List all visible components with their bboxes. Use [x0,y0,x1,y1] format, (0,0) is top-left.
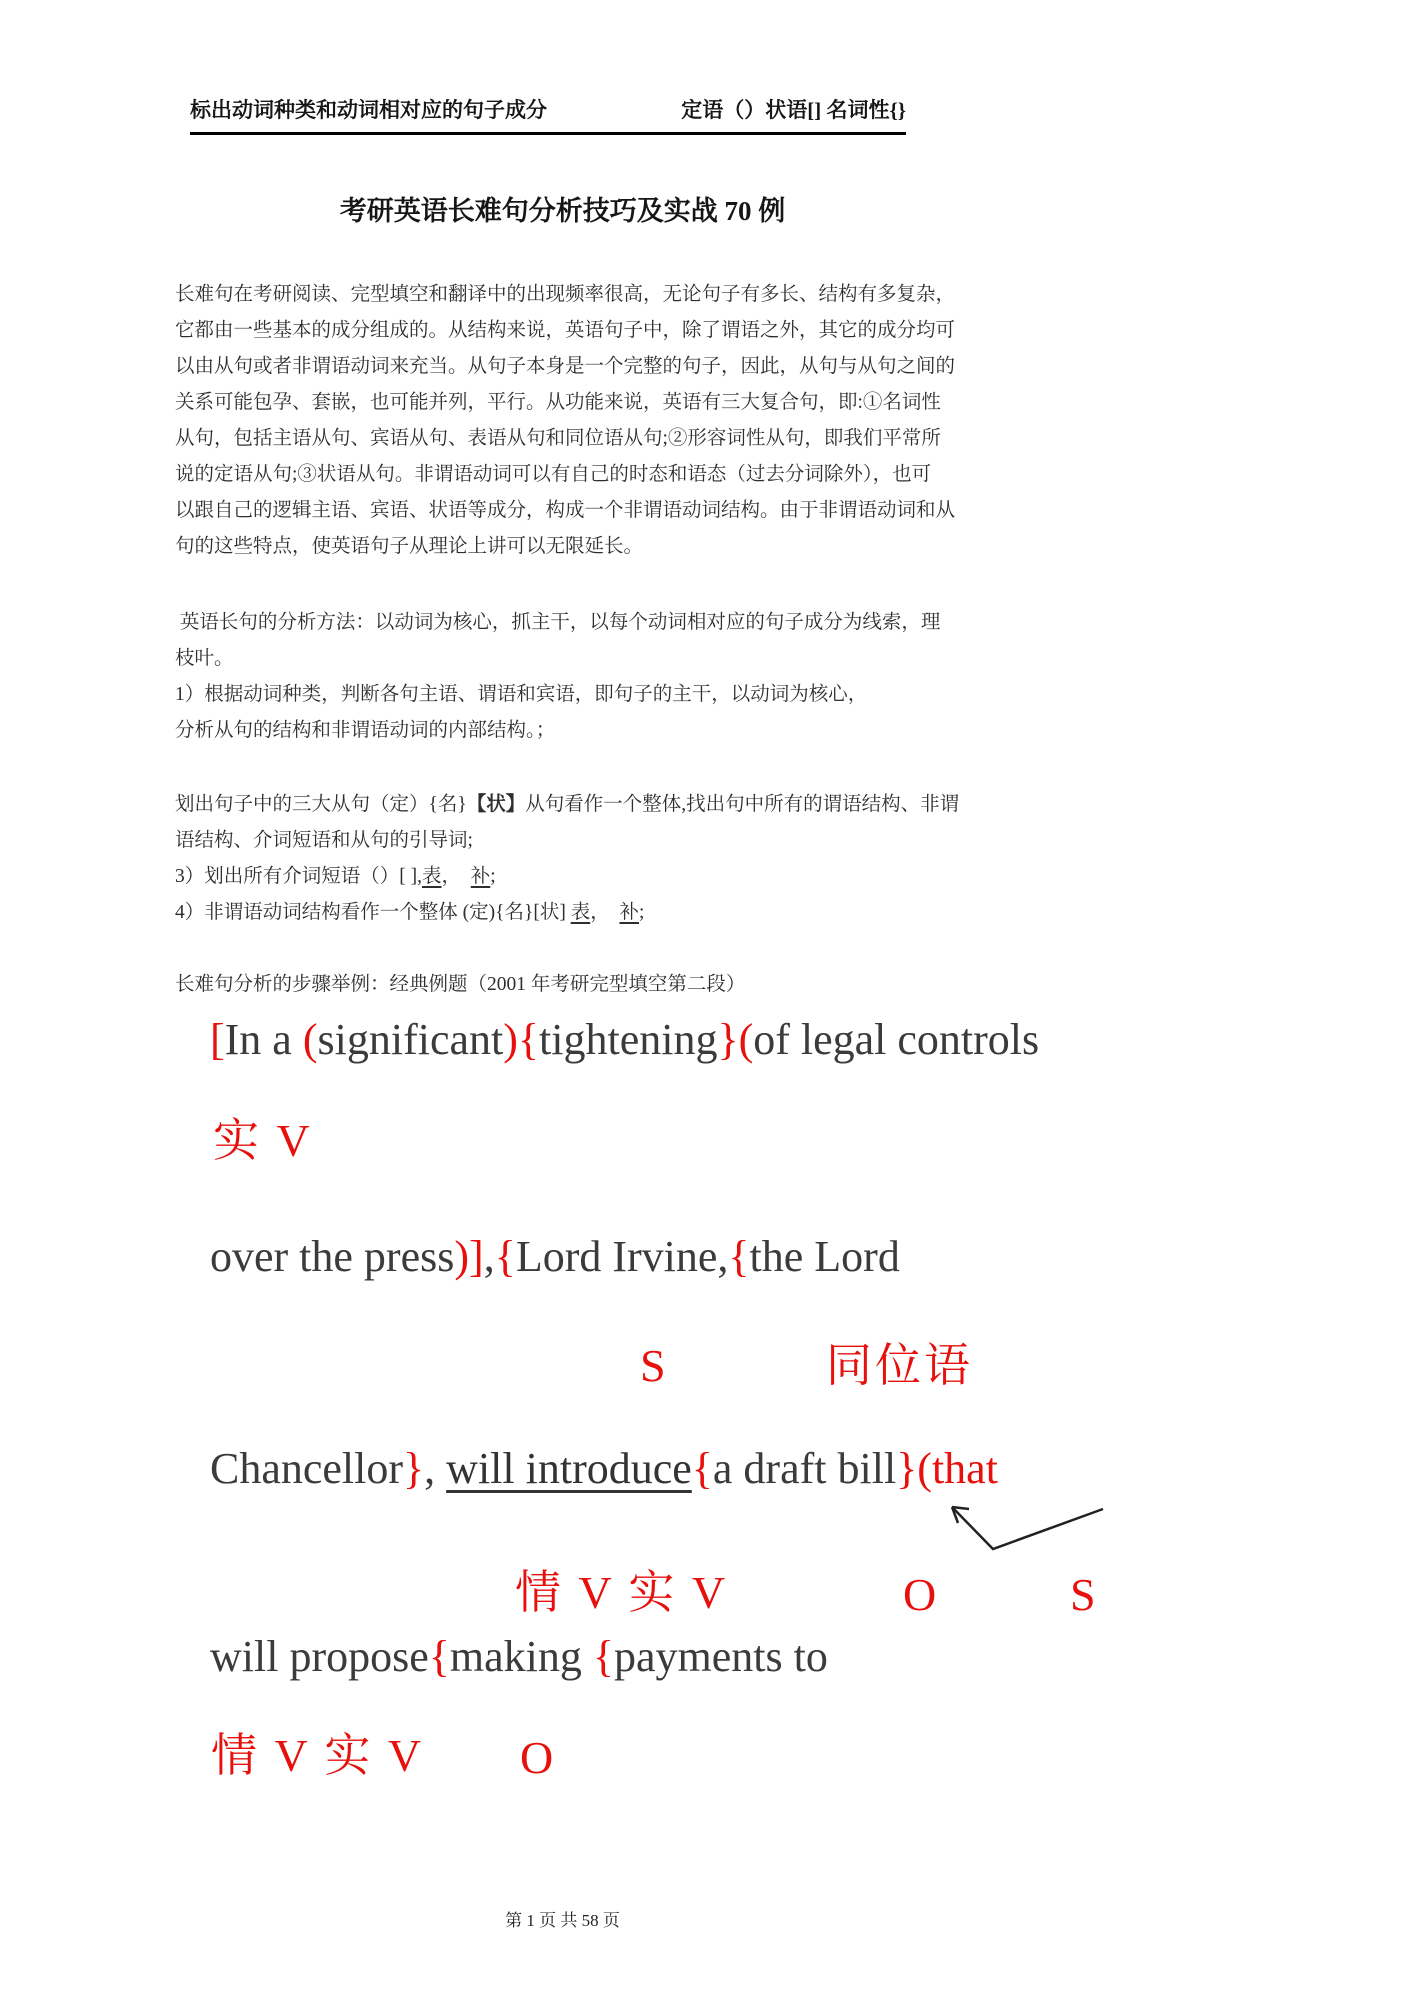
steps-line-1: 划出句子中的三大从句（定）{名}【状】从句看作一个整体,找出句中所有的谓语结构、非谓 [175,794,960,815]
steps-paragraph [175,787,975,931]
sentence-line-2: over the press)],{Lord Irvine,{the Lord [210,1232,900,1281]
header-right-label: 定语（）状语[] 名词性{} [681,98,906,122]
that-to-bill-arrow [935,1496,1115,1560]
intro-paragraph: 长难句在考研阅读、完型填空和翻译中的出现频率很高，无论句子有多长、结构有多复杂， 它都由一些基本的成分组成的。从结构来说，英语句子中，除了谓语之外，其它的成分均可 以由从句或者非谓语动词来充当。从句子本身是一个完整的句子，因此，从句与从句之间的 关系可能包孕、套嵌，也可能并列，平行。从功能来说，英语有三大复合句，即:①名词性 从句，包括主语从句、宾语从句、表语从句和同位语从句;②形容词性从句，即我们平常所 说的定语从句;③状语从句。非谓语动词可以有自己的时态和语态（过去分词除外），也可 以跟自己的逻辑主语、宾语、状语等成分，构成一个非谓语动词结构。由于非谓语动词和从 句的这些特点，使英语句子从理论上讲可以无限延长。 [175,284,956,557]
annotation-apposition: 同位语 [826,1340,973,1391]
annotation-modal-real-v: 情 V 实 V [515,1567,729,1618]
header-left-label: 标出动词种类和动词相对应的句子成分 [190,98,547,122]
page-number: 第 1 页 共 58 页 [505,1911,620,1930]
sentence-line-4: will propose{making {payments to [210,1632,828,1681]
steps-line-2: 语结构、介词短语和从句的引导词; [175,830,473,851]
sentence-line-1: [In a (significant){tightening}(of legal controls [210,1015,1040,1064]
annotation-subject: S [640,1340,669,1391]
annotation-modal-real-v-2: 情 V 实 V [211,1730,425,1781]
document-title: 考研英语长难句分析技巧及实战 70 例 [339,196,786,226]
example-intro-line: 长难句分析的步骤举例：经典例题（2001 年考研完型填空第二段） [175,974,746,995]
method-paragraph: 英语长句的分析方法：以动词为核心，抓主干，以每个动词相对应的句子成分为线索，理 枝叶。 1）根据动词种类，判断各句主语、谓语和宾语，即句子的主干，以动词为核心， 分析从句的结构和非谓语动词的内部结构。； [175,612,941,741]
annotation-clause-subject: S [1070,1569,1099,1620]
annotation-object-2: O [520,1732,557,1783]
sentence-line-3: Chancellor}, will introduce{a draft bill}(that [210,1444,998,1493]
header-divider [190,132,906,135]
annotation-real-v: 实 V [213,1115,313,1166]
page-header [190,94,906,124]
steps-line-4: 4）非谓语动词结构看作一个整体 (定){名}[状] 表， 补; [175,902,645,923]
annotation-object: O [903,1569,940,1620]
steps-line-3: 3）划出所有介词短语（）[ ],表， 补; [175,866,496,887]
